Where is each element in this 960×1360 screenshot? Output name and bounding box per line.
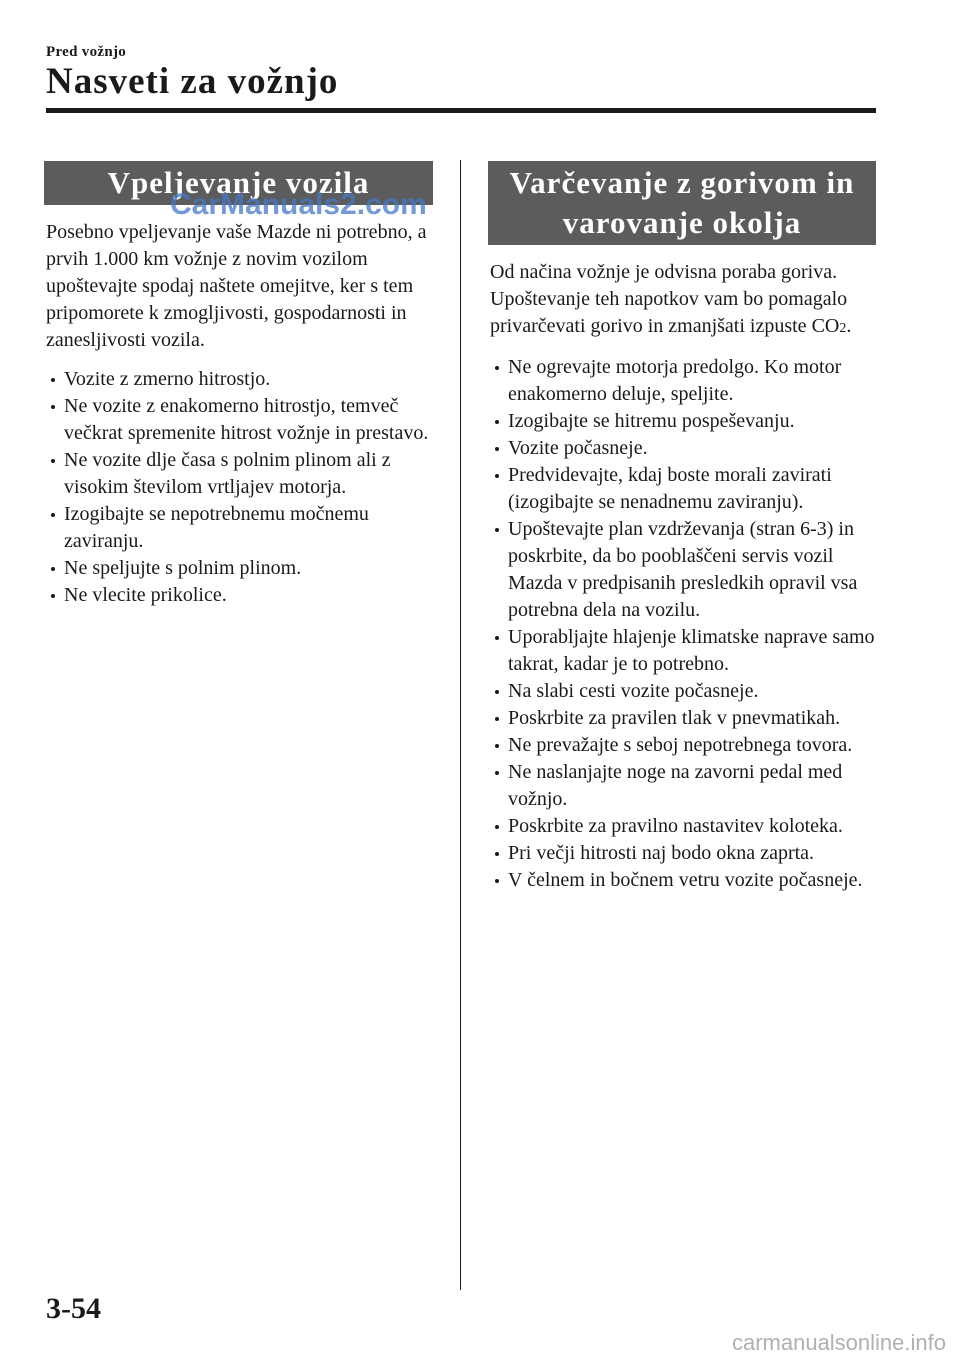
list-item <box>44 447 433 501</box>
list-item-text: Poskrbite za pravilno nastavitev koloteka. <box>508 815 843 837</box>
break-in-list <box>44 366 433 609</box>
list-item <box>488 435 876 462</box>
list-item <box>44 393 433 447</box>
list-item-text: Poskrbite za pravilen tlak v pnevmatikah. <box>508 707 841 729</box>
list-item-text: Na slabi cesti vozite počasneje. <box>508 680 759 702</box>
list-item <box>44 366 433 393</box>
intro-text: Od načina vožnje je odvisna poraba goriva. Upoštevanje teh napotkov vam bo pomagalo privarčevati gorivo in zmanjšati izpuste CO <box>490 261 848 337</box>
list-item-text: Ne vlecite prikolice. <box>64 584 227 606</box>
bullet-icon <box>51 567 55 571</box>
bullet-icon <box>495 366 499 370</box>
list-item-text: Ne ogrevajte motorja predolgo. Ko motor enakomerno deluje, speljite. <box>508 356 842 405</box>
break-in-intro: Posebno vpeljevanje vaše Mazde ni potrebno, a prvih 1.000 km vožnje z novim vozilom upoštevajte spodaj naštete omejitve, ker s tem pripomorete k zmogljivosti, gospodarnosti in zanesljivosti vozila. <box>46 221 427 351</box>
bullet-icon <box>51 594 55 598</box>
section-fuel-economy <box>488 161 876 894</box>
page-number: 3-54 <box>46 1292 101 1325</box>
bullet-icon <box>495 717 499 721</box>
bullet-icon <box>51 459 55 463</box>
co2-subscript: 2 <box>839 321 847 336</box>
list-item-text: Ne vozite z enakomerno hitrostjo, temveč večkrat spremenite hitrost vožnje in prestavo. <box>64 395 429 444</box>
bullet-icon <box>495 474 499 478</box>
intro-end: . <box>846 315 852 337</box>
list-item-text: Izogibajte se nepotrebnemu močnemu zaviranju. <box>64 503 369 552</box>
list-item <box>488 840 876 867</box>
list-item-text: Pri večji hitrosti naj bodo okna zaprta. <box>508 842 815 864</box>
bullet-icon <box>51 513 55 517</box>
list-item <box>44 501 433 555</box>
bullet-icon <box>495 636 499 640</box>
list-item <box>488 354 876 408</box>
list-item <box>488 759 876 813</box>
list-item <box>488 705 876 732</box>
list-item <box>488 813 876 840</box>
bullet-icon <box>495 879 499 883</box>
list-item <box>488 408 876 435</box>
list-item-text: Ne vozite dlje časa s polnim plinom ali z visokim številom vrtljajev motorja. <box>64 449 391 498</box>
footer-url: carmanualsonline.info <box>731 1330 946 1355</box>
list-item <box>488 678 876 705</box>
list-item-text: Uporabljajte hlajenje klimatske naprave samo takrat, kadar je to potrebno. <box>508 626 875 675</box>
fuel-economy-intro <box>490 259 876 342</box>
list-item-text: Ne prevažajte s seboj nepotrebnega tovora. <box>508 734 853 756</box>
title-rule <box>46 108 876 113</box>
list-item-text: V čelnem in bočnem vetru vozite počasneje. <box>508 869 863 891</box>
watermark-text: CarManuals2.com <box>170 188 427 221</box>
list-item-text: Vozite počasneje. <box>508 437 648 459</box>
bullet-icon <box>495 420 499 424</box>
list-item <box>44 582 433 609</box>
list-item-text: Upoštevajte plan vzdrževanja (stran 6-3) in poskrbite, da bo pooblaščeni servis vozil Mazda v predpisanih presledkih opravil vsa potrebna dela na vozilu. <box>508 518 858 621</box>
bullet-icon <box>495 744 499 748</box>
list-item-text: Predvidevajte, kdaj boste morali zavirati (izogibajte se nenadnemu zaviranju). <box>508 464 832 513</box>
section-heading-fuel-economy: Varčevanje z gorivom in varovanje okolja <box>488 161 876 245</box>
list-item <box>488 624 876 678</box>
list-item <box>488 516 876 624</box>
list-item-text: Izogibajte se hitremu pospeševanju. <box>508 410 795 432</box>
list-item <box>488 732 876 759</box>
bullet-icon <box>495 771 499 775</box>
list-item-text: Ne naslanjajte noge na zavorni pedal med vožnjo. <box>508 761 843 810</box>
bullet-icon <box>495 447 499 451</box>
bullet-icon <box>51 378 55 382</box>
section-heading-break-in: Vpeljevanje vozila <box>44 161 433 205</box>
bullet-icon <box>51 405 55 409</box>
page-title: Nasveti za vožnjo <box>46 61 339 102</box>
bullet-icon <box>495 690 499 694</box>
chapter-label: Pred vožnjo <box>46 44 127 60</box>
bullet-icon <box>495 528 499 532</box>
section-break-in <box>44 161 433 609</box>
list-item <box>44 555 433 582</box>
list-item <box>488 867 876 894</box>
list-item-text: Ne speljujte s polnim plinom. <box>64 557 302 579</box>
list-item-text: Vozite z zmerno hitrostjo. <box>64 368 271 390</box>
bullet-icon <box>495 852 499 856</box>
column-divider <box>460 160 461 1290</box>
bullet-icon <box>495 825 499 829</box>
list-item <box>488 462 876 516</box>
fuel-economy-list <box>488 354 876 894</box>
